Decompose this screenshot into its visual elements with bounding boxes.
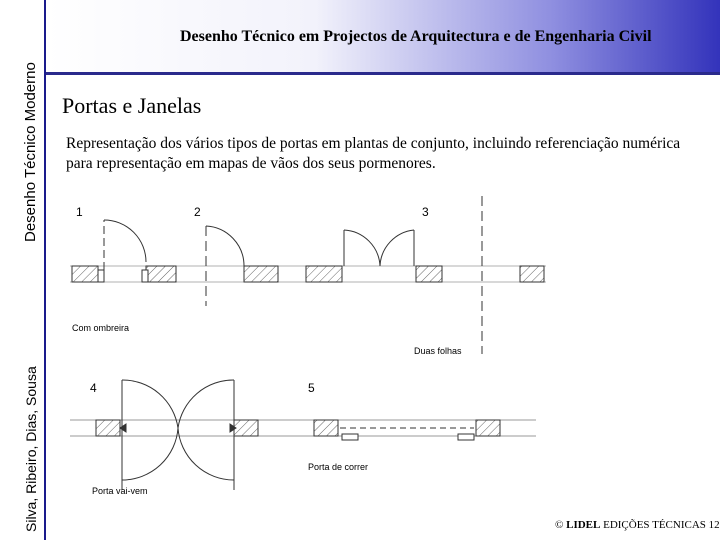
slide-description: Representação dos vários tipos de portas em plantas de conjunto, incluindo referenciação numérica para representação em mapas de vãos dos seus pormenores. — [66, 135, 681, 172]
authors: Silva, Ribeiro, Dias, Sousa — [23, 366, 39, 532]
header-divider — [46, 72, 720, 75]
footer — [555, 519, 720, 531]
copyright-symbol: © — [555, 519, 564, 531]
label-com-ombreira: Com ombreira — [72, 323, 130, 333]
door-3-duas-folhas — [306, 196, 482, 354]
page-number: 12 — [708, 519, 720, 531]
label-door-5: 5 — [308, 381, 315, 395]
label-porta-vai-vem: Porta vai-vem — [92, 486, 148, 496]
label-door-1: 1 — [76, 205, 83, 219]
door-4-porta-vai-vem — [70, 380, 306, 490]
course-name: Desenho Técnico Moderno — [22, 62, 39, 242]
label-door-2: 2 — [194, 205, 201, 219]
door-plans-drawing — [46, 190, 720, 510]
footer-publisher: EDIÇÕES TÉCNICAS — [603, 519, 706, 531]
label-door-3: 3 — [422, 205, 429, 219]
header-title: Desenho Técnico em Projectos de Arquitectura e de Engenharia Civil — [180, 28, 652, 45]
label-porta-de-correr: Porta de correr — [308, 462, 369, 472]
slide-title: Portas e Janelas — [62, 93, 202, 118]
label-duas-folhas: Duas folhas — [414, 346, 462, 356]
door-1-com-ombreira — [72, 220, 176, 282]
door-5-porta-de-correr — [306, 420, 536, 440]
label-door-4: 4 — [90, 381, 97, 395]
wall-piece-right — [520, 266, 544, 282]
footer-brand: LIDEL — [566, 519, 601, 531]
door-types-figure — [46, 190, 720, 510]
side-strip — [0, 0, 44, 540]
